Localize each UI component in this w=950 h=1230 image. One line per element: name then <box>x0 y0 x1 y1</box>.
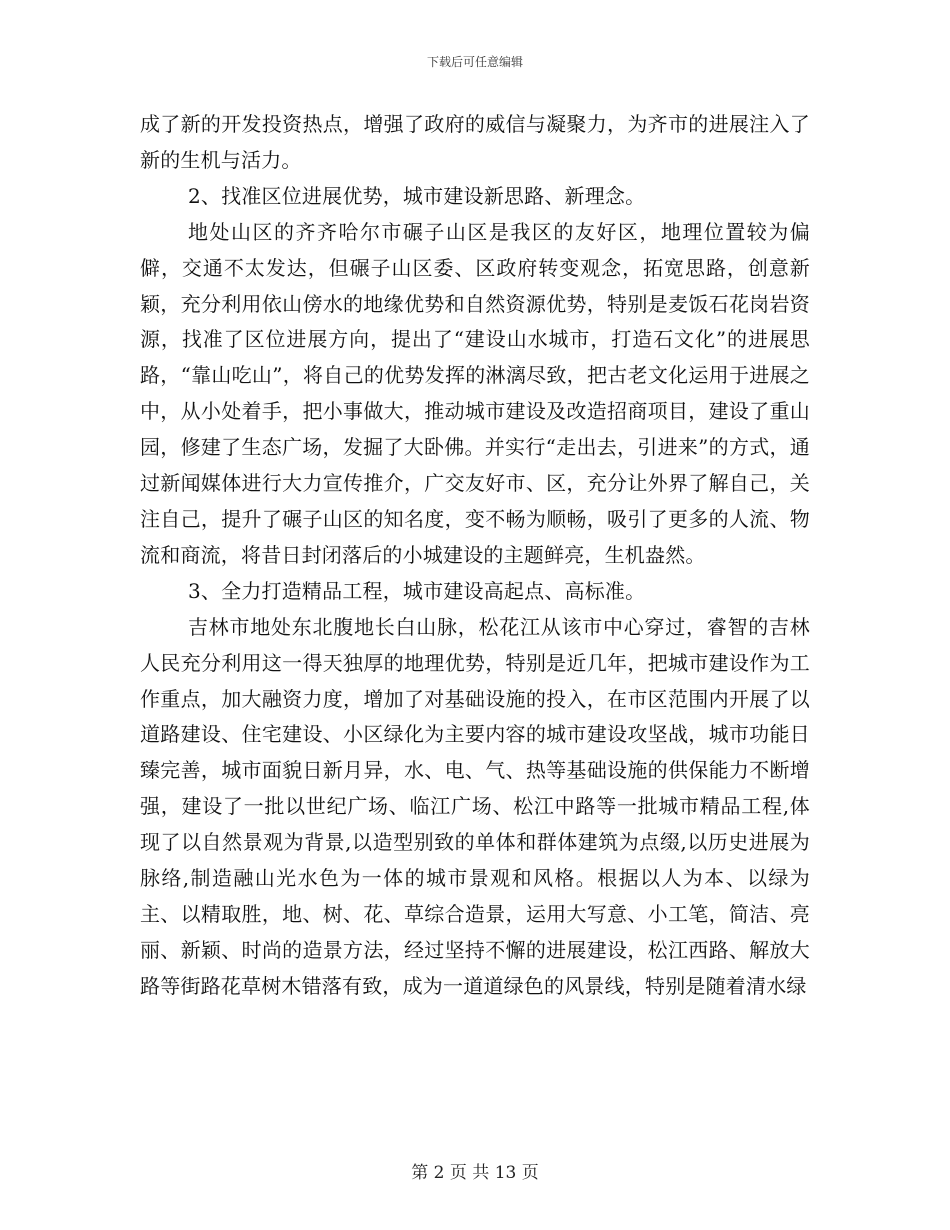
document-body <box>140 107 810 1005</box>
section-heading-2: 2、找准区位进展优势，城市建设新思路、新理念。 <box>188 183 646 208</box>
section-heading-3: 3、全力打造精品工程，城市建设高起点、高标准。 <box>188 578 646 603</box>
paragraph-jilin: 吉林市地处东北腹地长白山脉，松花江从该市中心穿过，睿智的吉林人民充分利用这一得天独厚的地理优势，特别是近几年，把城市建设作为工作重点，加大融资力度，增加了对基础设施的投入，在市区范围内开展了以道路建设、住宅建设、小区绿化为主要内容的城市建设攻坚战，城市功能日臻完善，城市面貌日新月异，水、电、气、热等基础设施的供保能力不断增强，建设了一批以世纪广场、临江广场、松江中路等一批城市精品工程,体现了以自然景观为背景,以造型别致的单体和群体建筑为点缀,以历史进展为脉络,制造融山光水色为一体的城市景观和风格。根据以人为本、以绿为主、以精取胜，地、树、花、草综合造景，运用大写意、小工笔，简洁、亮丽、新颖、时尚的造景方法，经过坚持不懈的进展建设，松江西路、解放大路等街路花草树木错落有致，成为一道道绿色的风景线，特别是随着清水绿 <box>140 614 810 998</box>
paragraph-nianzishan: 地处山区的齐齐哈尔市碾子山区是我区的友好区，地理位置较为偏僻，交通不太发达，但碾子山区委、区政府转变观念，拓宽思路，创意新颖，充分利用依山傍水的地缘优势和自然资源优势，特别是麦饭石花岗岩资源，找准了区位进展方向，提出了“建设山水城市，打造石文化”的进展思路，“靠山吃山”，将自己的优势发挥的淋漓尽致，把古老文化运用于进展之中，从小处着手，把小事做大，推动城市建设及改造招商项目，建设了重山园，修建了生态广场，发掘了大卧佛。并实行“走出去，引进来”的方式，通过新闻媒体进行大力宣传推介，广交友好市、区，充分让外界了解自己，关注自己，提升了碾子山区的知名度，变不畅为顺畅，吸引了更多的人流、物流和商流，将昔日封闭落后的小城建设的主题鲜亮，生机盎然。 <box>140 219 810 567</box>
page-number: 第 2 页 共 13 页 <box>411 1163 539 1183</box>
paragraph-continuation: 成了新的开发投资热点，增强了政府的威信与凝聚力，为齐市的进展注入了新的生机与活力。 <box>140 112 810 172</box>
page-footer <box>0 1158 950 1183</box>
download-edit-note: 下载后可任意编辑 <box>426 55 523 69</box>
